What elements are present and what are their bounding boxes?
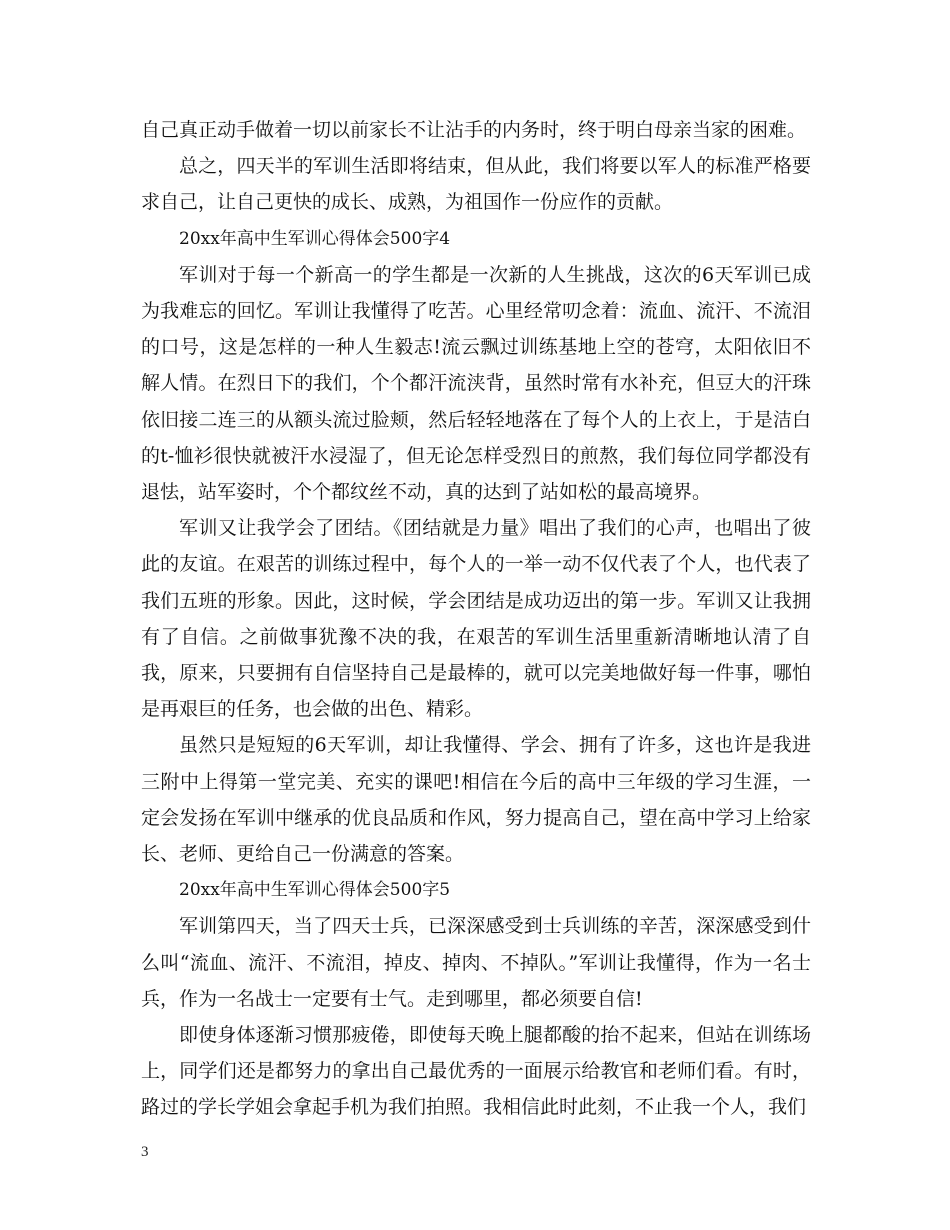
paragraph-body: 虽然只是短短的6天军训，却让我懂得、学会、拥有了许多，这也许是我进三附中上得第一堂完美、充实的课吧!相信在今后的高中三年级的学习生涯，一定会发扬在军训中继承的优良品质和作风，努力提高自己，望在高中学习上给家长、老师、更给自己一份满意的答案。 (141, 734, 811, 866)
paragraph-body: 即使身体逐渐习惯那疲倦，即使每天晚上腿都酸的抬不起来，但站在训练场上，同学们还是都努力的拿出自己最优秀的一面展示给教官和老师们看。有时，路过的学长学姐会拿起手机为我们拍照。我相信此时此刻，不止我一个人，我们 (141, 1024, 811, 1119)
paragraph-body: 军训第四天，当了四天士兵，已深深感受到士兵训练的辛苦，深深感受到什么叫“流血、流汗、不流泪，掉皮、掉肉、不掉队。”军训让我懂得，作为一名士兵，作为一名战士一定要有士气。走到哪里，都必须要自信! (141, 915, 811, 1010)
paragraph-continuation: 自己真正动手做着一切以前家长不让沾手的内务时，终于明白母亲当家的困难。 (141, 119, 807, 141)
paragraph-body: 军训对于每一个新高一的学生都是一次新的人生挑战，这次的6天军训已成为我难忘的回忆。军训让我懂得了吃苦。心里经常叨念着：流血、流汗、不流泪的口号，这是怎样的一种人生毅志!流云飘过训练基地上空的苍穹，太阳依旧不解人情。在烈日下的我们，个个都汗流浃背，虽然时常有水补充，但豆大的汗珠依旧接二连三的从额头流过脸颊，然后轻轻地落在了每个人的上衣上，于是洁白的t-恤衫很快就被汗水浸湿了，但无论怎样受烈日的煎熬，我们每位同学都没有退怯，站军姿时，个个都纹丝不动，真的达到了站如松的最高境界。 (141, 263, 811, 504)
paragraph-conclusion: 总之，四天半的军训生活即将结束，但从此，我们将要以军人的标准严格要求自己，让自己更快的成长、成熟，为祖国作一份应作的贡献。 (141, 155, 811, 214)
paragraph-body: 军训又让我学会了团结。《团结就是力量》唱出了我们的心声，也唱出了彼此的友谊。在艰苦的训练过程中，每个人的一举一动不仅代表了个人，也代表了我们五班的形象。因此，这时候，学会团结是成功迈出的第一步。军训又让我拥有了自信。之前做事犹豫不决的我，在艰苦的军训生活里重新清晰地认清了自我，原来，只要拥有自信坚持自己是最棒的，就可以完美地做好每一件事，哪怕是再艰巨的任务，也会做的出色、精彩。 (141, 517, 811, 721)
section-heading-5: 20xx年高中生军训心得体会500字5 (179, 880, 451, 901)
section-heading-4: 20xx年高中生军训心得体会500字4 (179, 228, 451, 249)
page-number: 3 (141, 1144, 149, 1160)
document-body (141, 112, 811, 1126)
